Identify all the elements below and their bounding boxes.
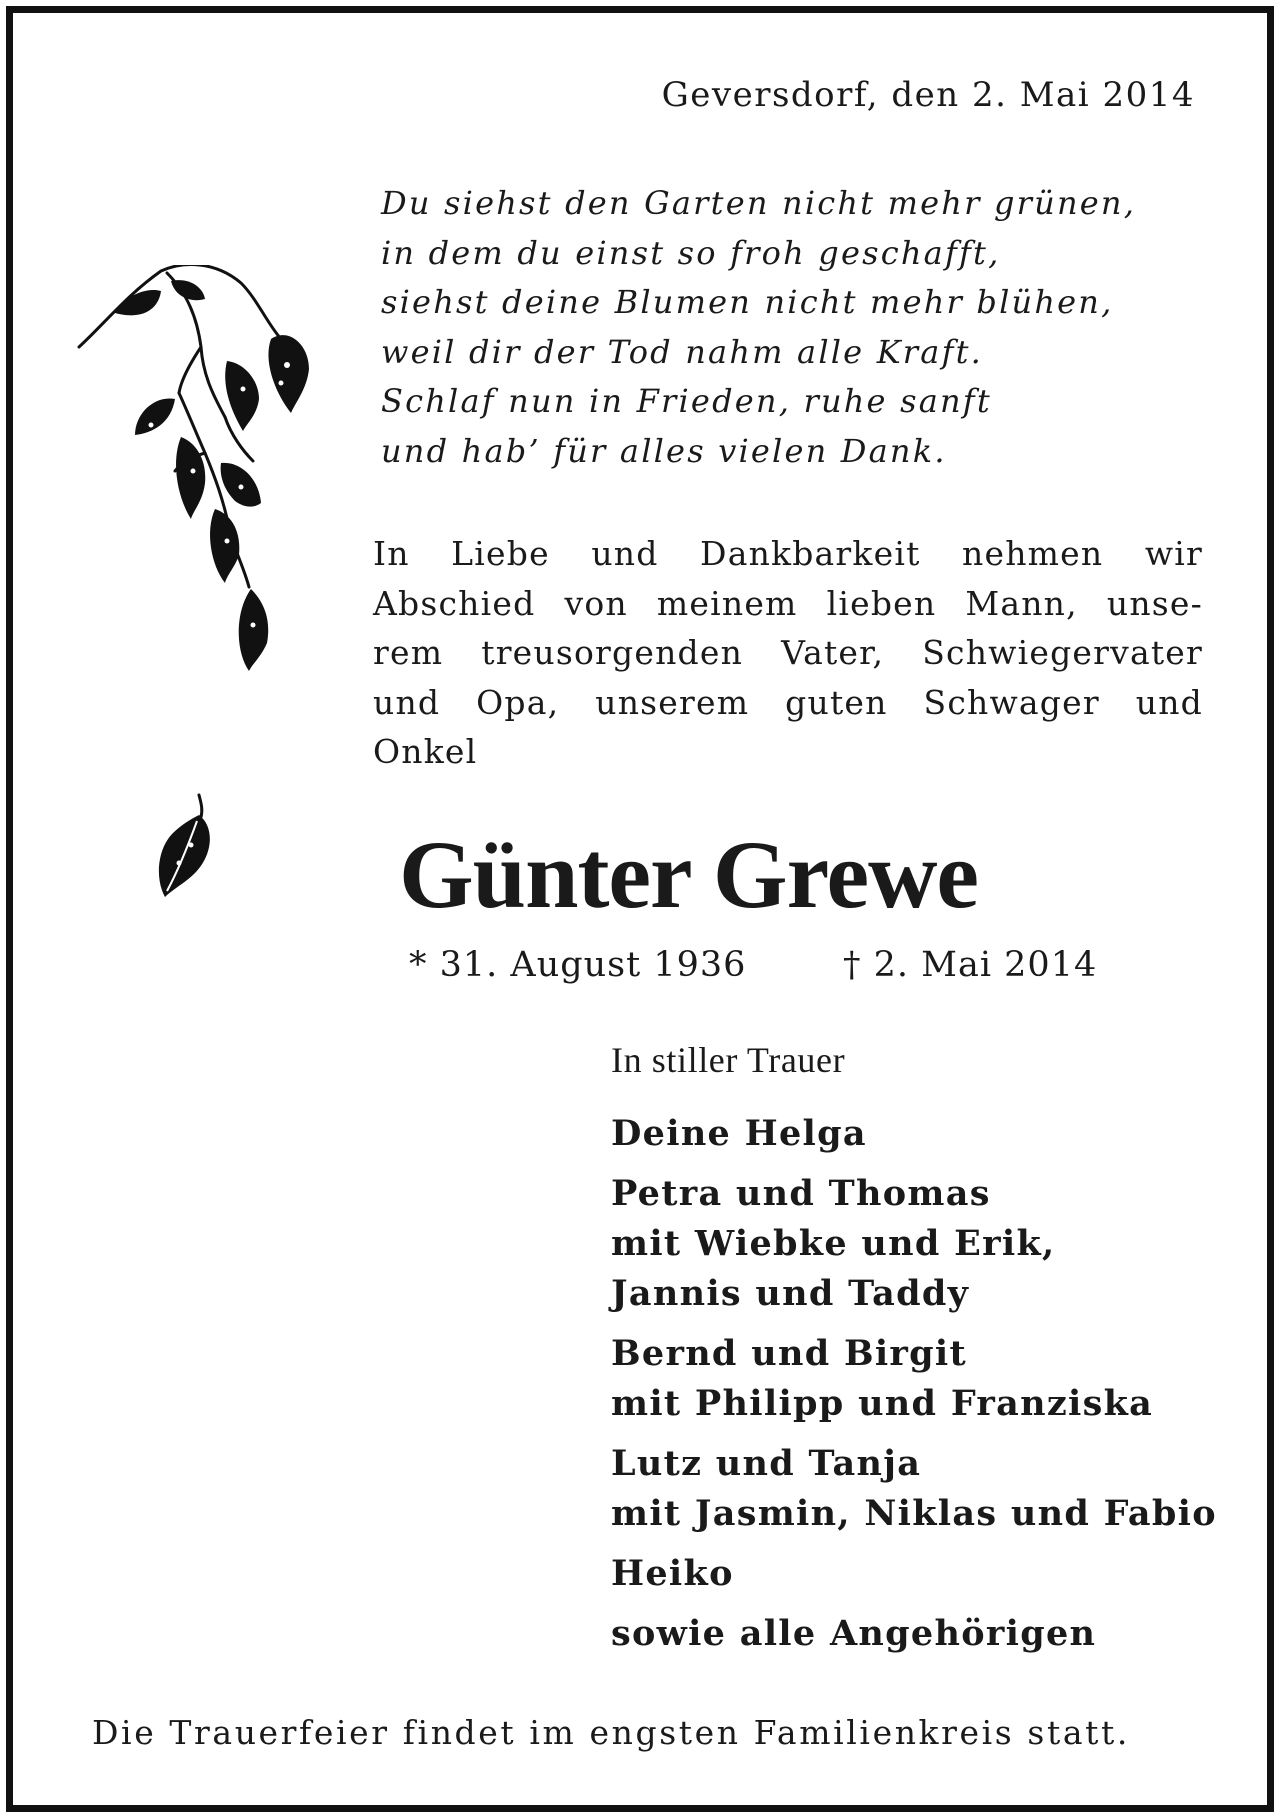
family-line: mit Wiebke und Erik, — [611, 1223, 1056, 1264]
family-line: Jannis und Taddy — [611, 1273, 970, 1314]
poem-line: Schlaf nun in Frieden, ruhe sanft — [381, 382, 992, 420]
deceased-name: Günter Grewe — [399, 821, 978, 928]
poem-line: in dem du einst so froh geschafft, — [381, 233, 1001, 272]
family-line: Petra und Thomas — [611, 1173, 991, 1214]
mourning-label: In stiller Trauer — [611, 1040, 846, 1080]
family-line: mit Jasmin, Niklas und Fabio — [611, 1493, 1217, 1534]
family-group — [611, 1329, 1217, 1429]
falling-leaf-icon — [151, 793, 221, 903]
intro-line: Abschied von meinem lieben Mann, unse- — [373, 583, 1203, 623]
intro-text — [373, 529, 1203, 777]
family-group — [611, 1109, 1217, 1159]
family-group — [611, 1549, 1217, 1599]
birch-branch-icon — [75, 265, 343, 685]
family-line: sowie alle Angehörigen — [611, 1613, 1097, 1654]
family-list — [611, 1109, 1217, 1669]
family-line: Lutz und Tanja — [611, 1443, 922, 1484]
family-group — [611, 1169, 1217, 1319]
closing-note: Die Trauerfeier findet im engsten Familienkreis statt. — [92, 1713, 1130, 1752]
intro-line: und Opa, unserem guten Schwager und — [373, 682, 1203, 722]
intro-line: Onkel — [373, 732, 478, 771]
intro-line: rem treusorgenden Vater, Schwiegervater — [373, 633, 1203, 672]
place-date: Geversdorf, den 2. Mai 2014 — [661, 75, 1195, 115]
family-line: mit Philipp und Franziska — [611, 1383, 1154, 1424]
family-group — [611, 1439, 1217, 1539]
poem-line: und hab’ für alles vielen Dank. — [381, 431, 947, 470]
family-line: Bernd und Birgit — [611, 1333, 967, 1374]
intro-line: In Liebe und Dankbarkeit nehmen wir — [373, 534, 1203, 573]
death-date: † 2. Mai 2014 — [843, 945, 1098, 985]
family-group — [611, 1609, 1217, 1659]
family-line: Heiko — [611, 1553, 734, 1594]
family-line: Deine Helga — [611, 1113, 867, 1154]
poem-line: weil dir der Tod nahm alle Kraft. — [381, 332, 984, 371]
poem-line: Du siehst den Garten nicht mehr grünen, — [381, 184, 1137, 222]
obituary-notice — [6, 6, 1274, 1812]
poem — [381, 179, 1136, 476]
birth-date: * 31. August 1936 — [409, 945, 747, 985]
poem-line: siehst deine Blumen nicht mehr blühen, — [381, 283, 1114, 321]
